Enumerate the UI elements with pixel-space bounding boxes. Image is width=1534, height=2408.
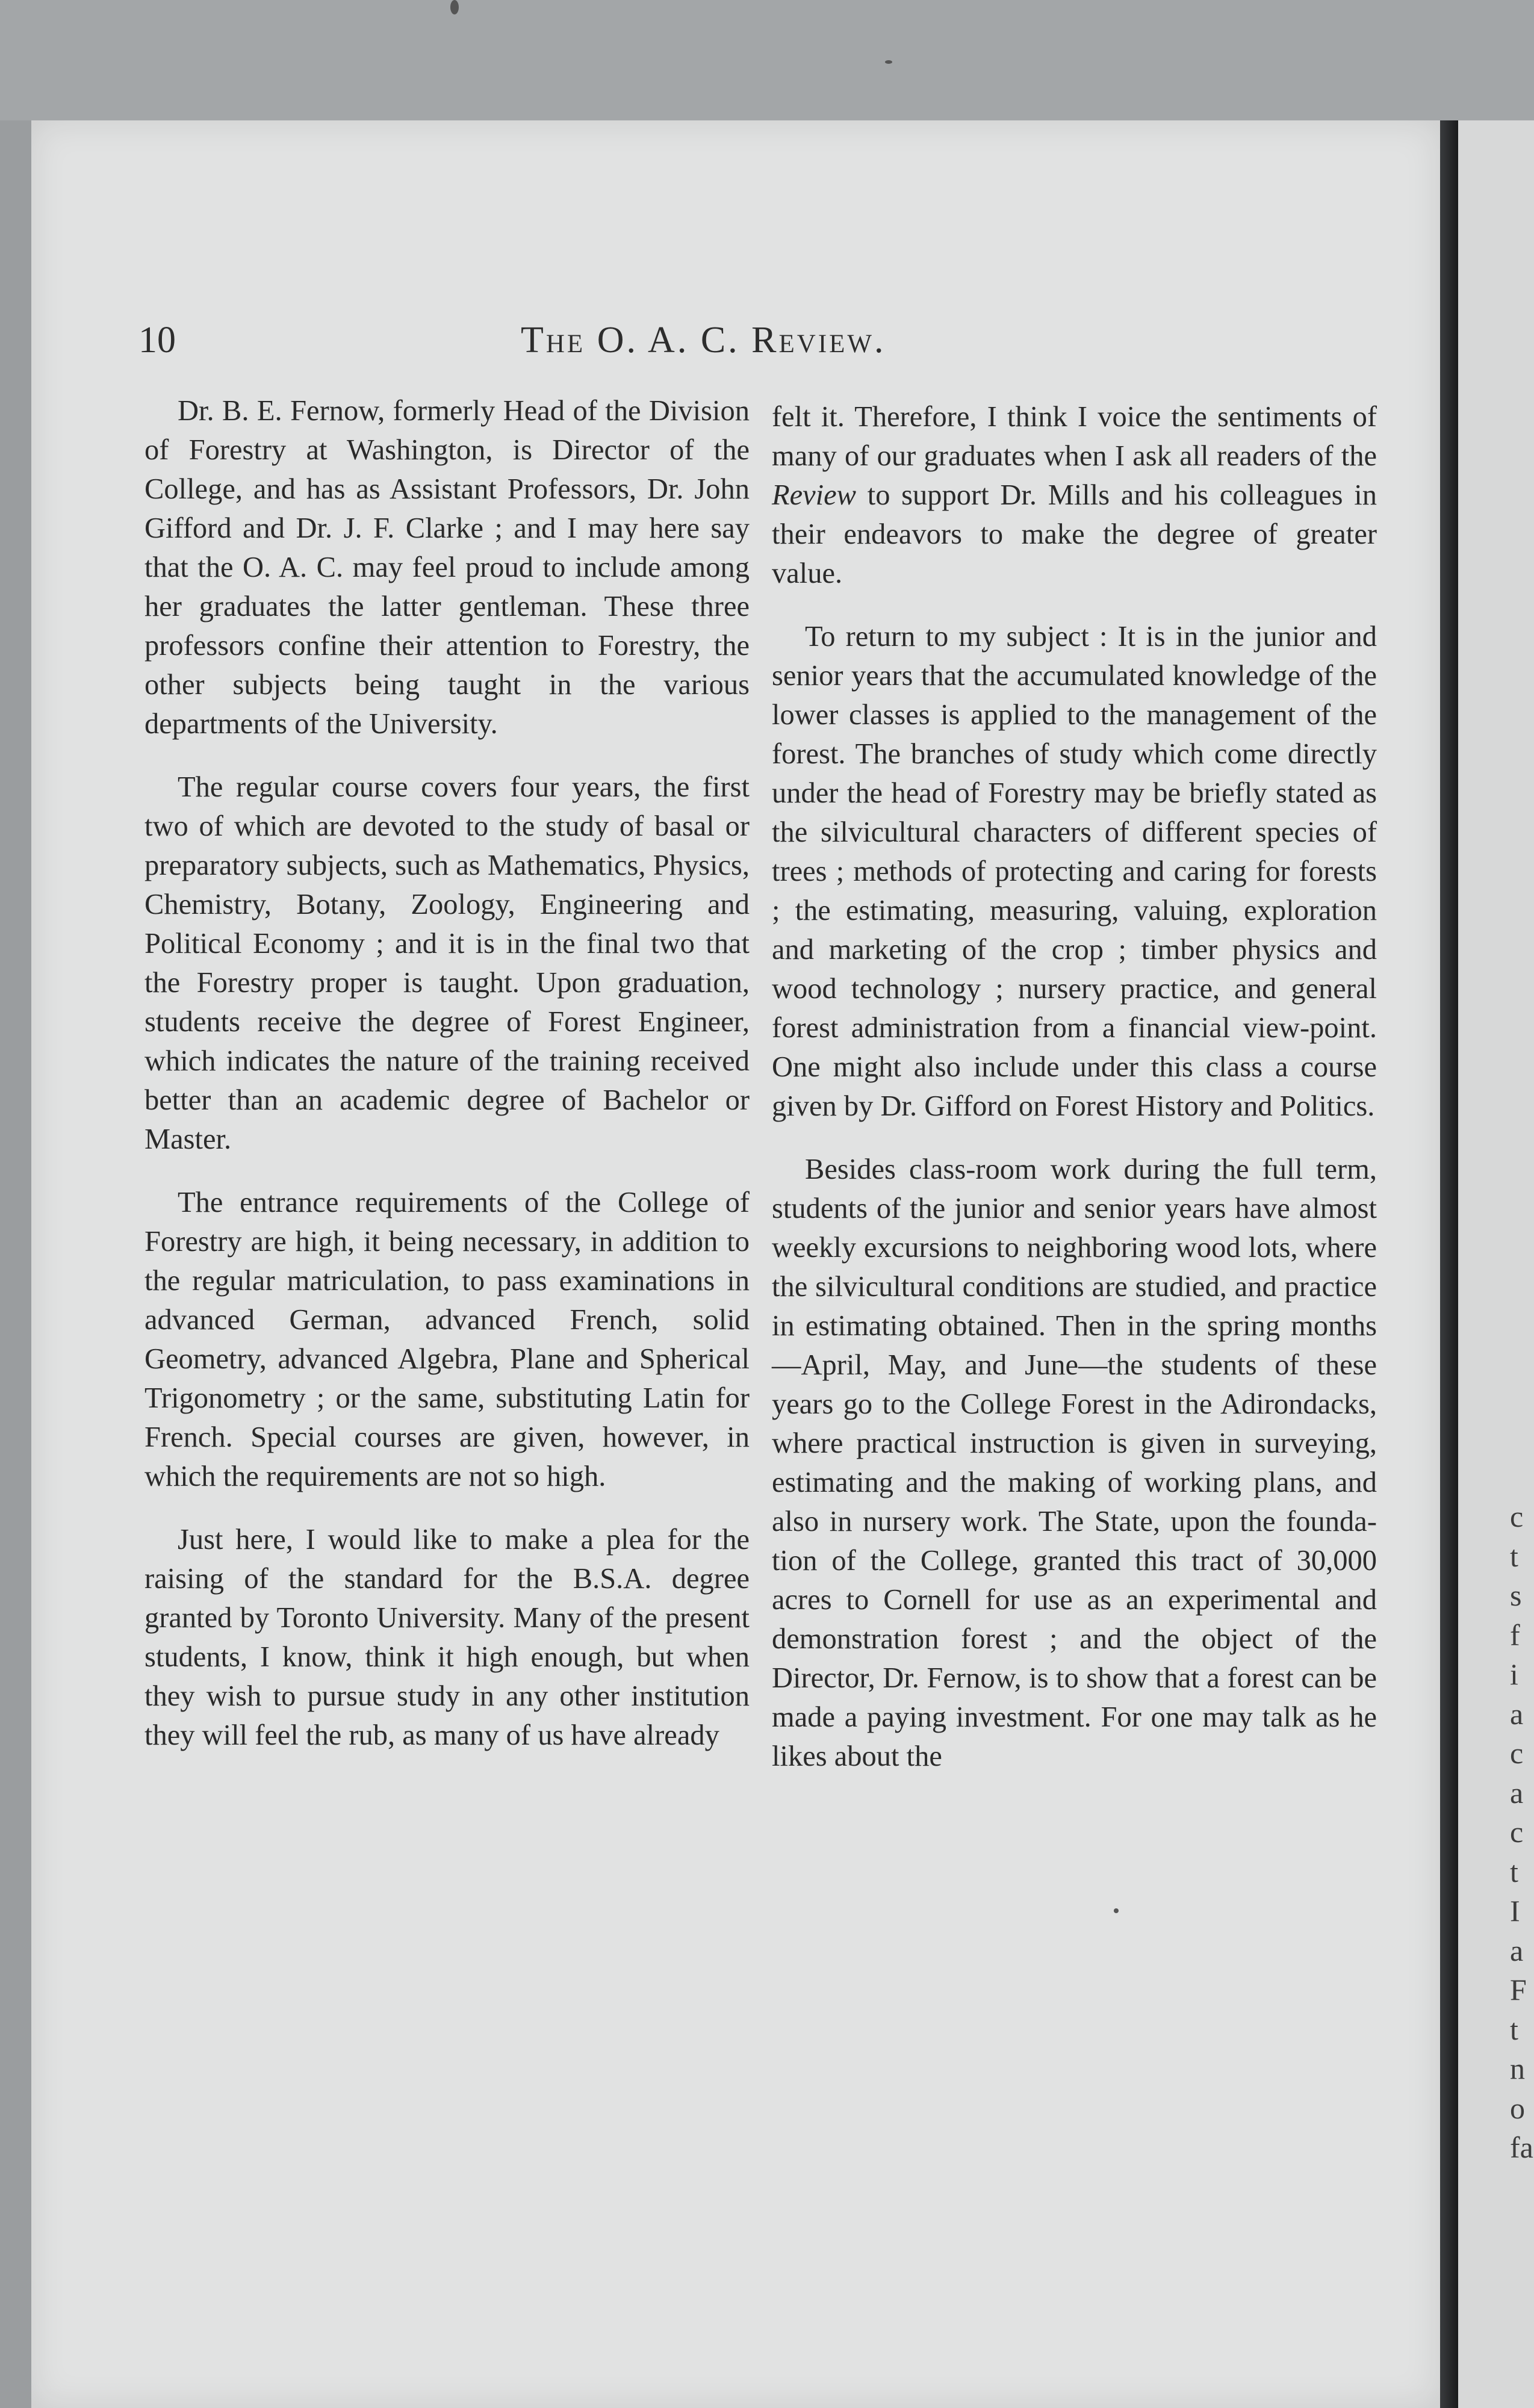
paragraph: Dr. B. E. Fernow, formerly Head of the Division of Forestry at Washington, is Director of the College, and has as Assistant Professors, Dr. John Gifford and Dr. J. F. Clarke ; and I may here say that the O. A. C. may feel proud to include among her graduates the latter gentleman. These three professors confine their attention to Forestry, the other subjects being taught in the various departments of the University.: [144, 395, 750, 740]
journal-name-emphasis: Review: [772, 479, 857, 511]
binding-gutter: [1440, 120, 1458, 2408]
text-run: felt it. Therefore, I think I voice the sentiments of many of our graduates when I ask all readers of the: [772, 401, 1377, 472]
paragraph: Besides class-room work during the full term, students of the junior and senior years have almost weekly excursions to neighboring wood lots, where the silvicultural conditions are studied, and practice in estimating obtained. Then in the spring months—April, May, and June—the students of these years go to the College Forest in the Adirondacks, where practical instruction is given in surveying, estimating and the making of working plans, and also in nursery work. The State, upon the foundation of the College, granted this tract of 30,000 acres to Cornell for use as an experimental and demonstration forest ; and the object of the Director, Dr. Fernow, is to show that a forest can be made a paying investment. For one may talk as he likes about the: [772, 1153, 1377, 1772]
facing-page-letter: o: [1510, 2091, 1525, 2125]
scan-speck: [450, 0, 459, 14]
facing-page-letter: t: [1510, 1539, 1518, 1573]
page-number: 10: [138, 320, 176, 361]
facing-page-letter: a: [1510, 1933, 1524, 1967]
facing-page-letter: F: [1510, 1973, 1527, 2006]
facing-page-letter: t: [1510, 1854, 1518, 1888]
facing-page-letter: fa: [1510, 2130, 1533, 2164]
left-column: [144, 391, 750, 1779]
continued-paragraph: [772, 397, 1377, 593]
running-head: [129, 319, 1002, 367]
journal-title: The O. A. C. Review.: [521, 320, 886, 361]
paragraph: The entrance requirements of the College of Forestry are high, it being necessary, in addition to the regular matriculation, to pass examinations in advanced German, advanced French, solid Geometry, advanced Algebra, Plane and Spherical Trigonometry ; or the same, substituting Latin for French. Special courses are given, however, in which the requirements are not so high.: [144, 1187, 750, 1492]
facing-page-letter: I: [1510, 1894, 1520, 1928]
facing-page-letter: a: [1510, 1696, 1524, 1731]
facing-page-letter: f: [1510, 1618, 1520, 1652]
paragraph: The regular course covers four years, the first two of which are devoted to the study of basal or preparatory subjects, such as Mathematics, Physics, Chemistry, Botany, Zoology, Engineering and Political Economy ; and it is in the final two that the Forestry proper is taught. Upon graduation, students receive the degree of Forest Engineer, which indicates the nature of the training received better than an academic degree of Bachelor or Master.: [144, 771, 750, 1155]
facing-page-letter: a: [1510, 1775, 1524, 1810]
facing-page-letter: c: [1510, 1736, 1524, 1770]
background-above-page: [0, 0, 1534, 120]
facing-page-letter: i: [1510, 1657, 1518, 1691]
facing-page-letter: s: [1510, 1578, 1522, 1612]
paragraph: To return to my subject : It is in the junior and senior years that the accumulated knowledge of the lower classes is applied to the management of the forest. The branches of study which come directly under the head of Forestry may be briefly stated as the silvicultural characters of different species of trees ; methods of protecting and caring for forests ; the estimating, measuring, valuing, exploration and marketing of the crop ; timber physics and wood technology ; nursery practice, and general forest administration from a financial view-point. One might also include under this class a course given by Dr. Gifford on Forest History and Politics.: [772, 621, 1377, 1122]
paragraph: Just here, I would like to make a plea for the raising of the standard for the B.S.A. degree granted by Toronto University. Many of the present students, I know, think it high enough, but when they wish to pursue study in any other institution they will feel the rub, as many of us have already: [144, 1524, 750, 1751]
facing-page-letter: c: [1510, 1500, 1524, 1533]
facing-page-letter: c: [1510, 1815, 1524, 1849]
text-run: to support Dr. Mills and his colleagues in their endeavors to make the degree of greater value.: [772, 479, 1377, 589]
facing-page-letter: n: [1510, 2052, 1525, 2085]
scan-speck: [885, 60, 892, 64]
facing-page-letter: t: [1510, 2012, 1518, 2046]
right-column: [772, 397, 1377, 1800]
scan-speck: [1114, 1908, 1119, 1913]
